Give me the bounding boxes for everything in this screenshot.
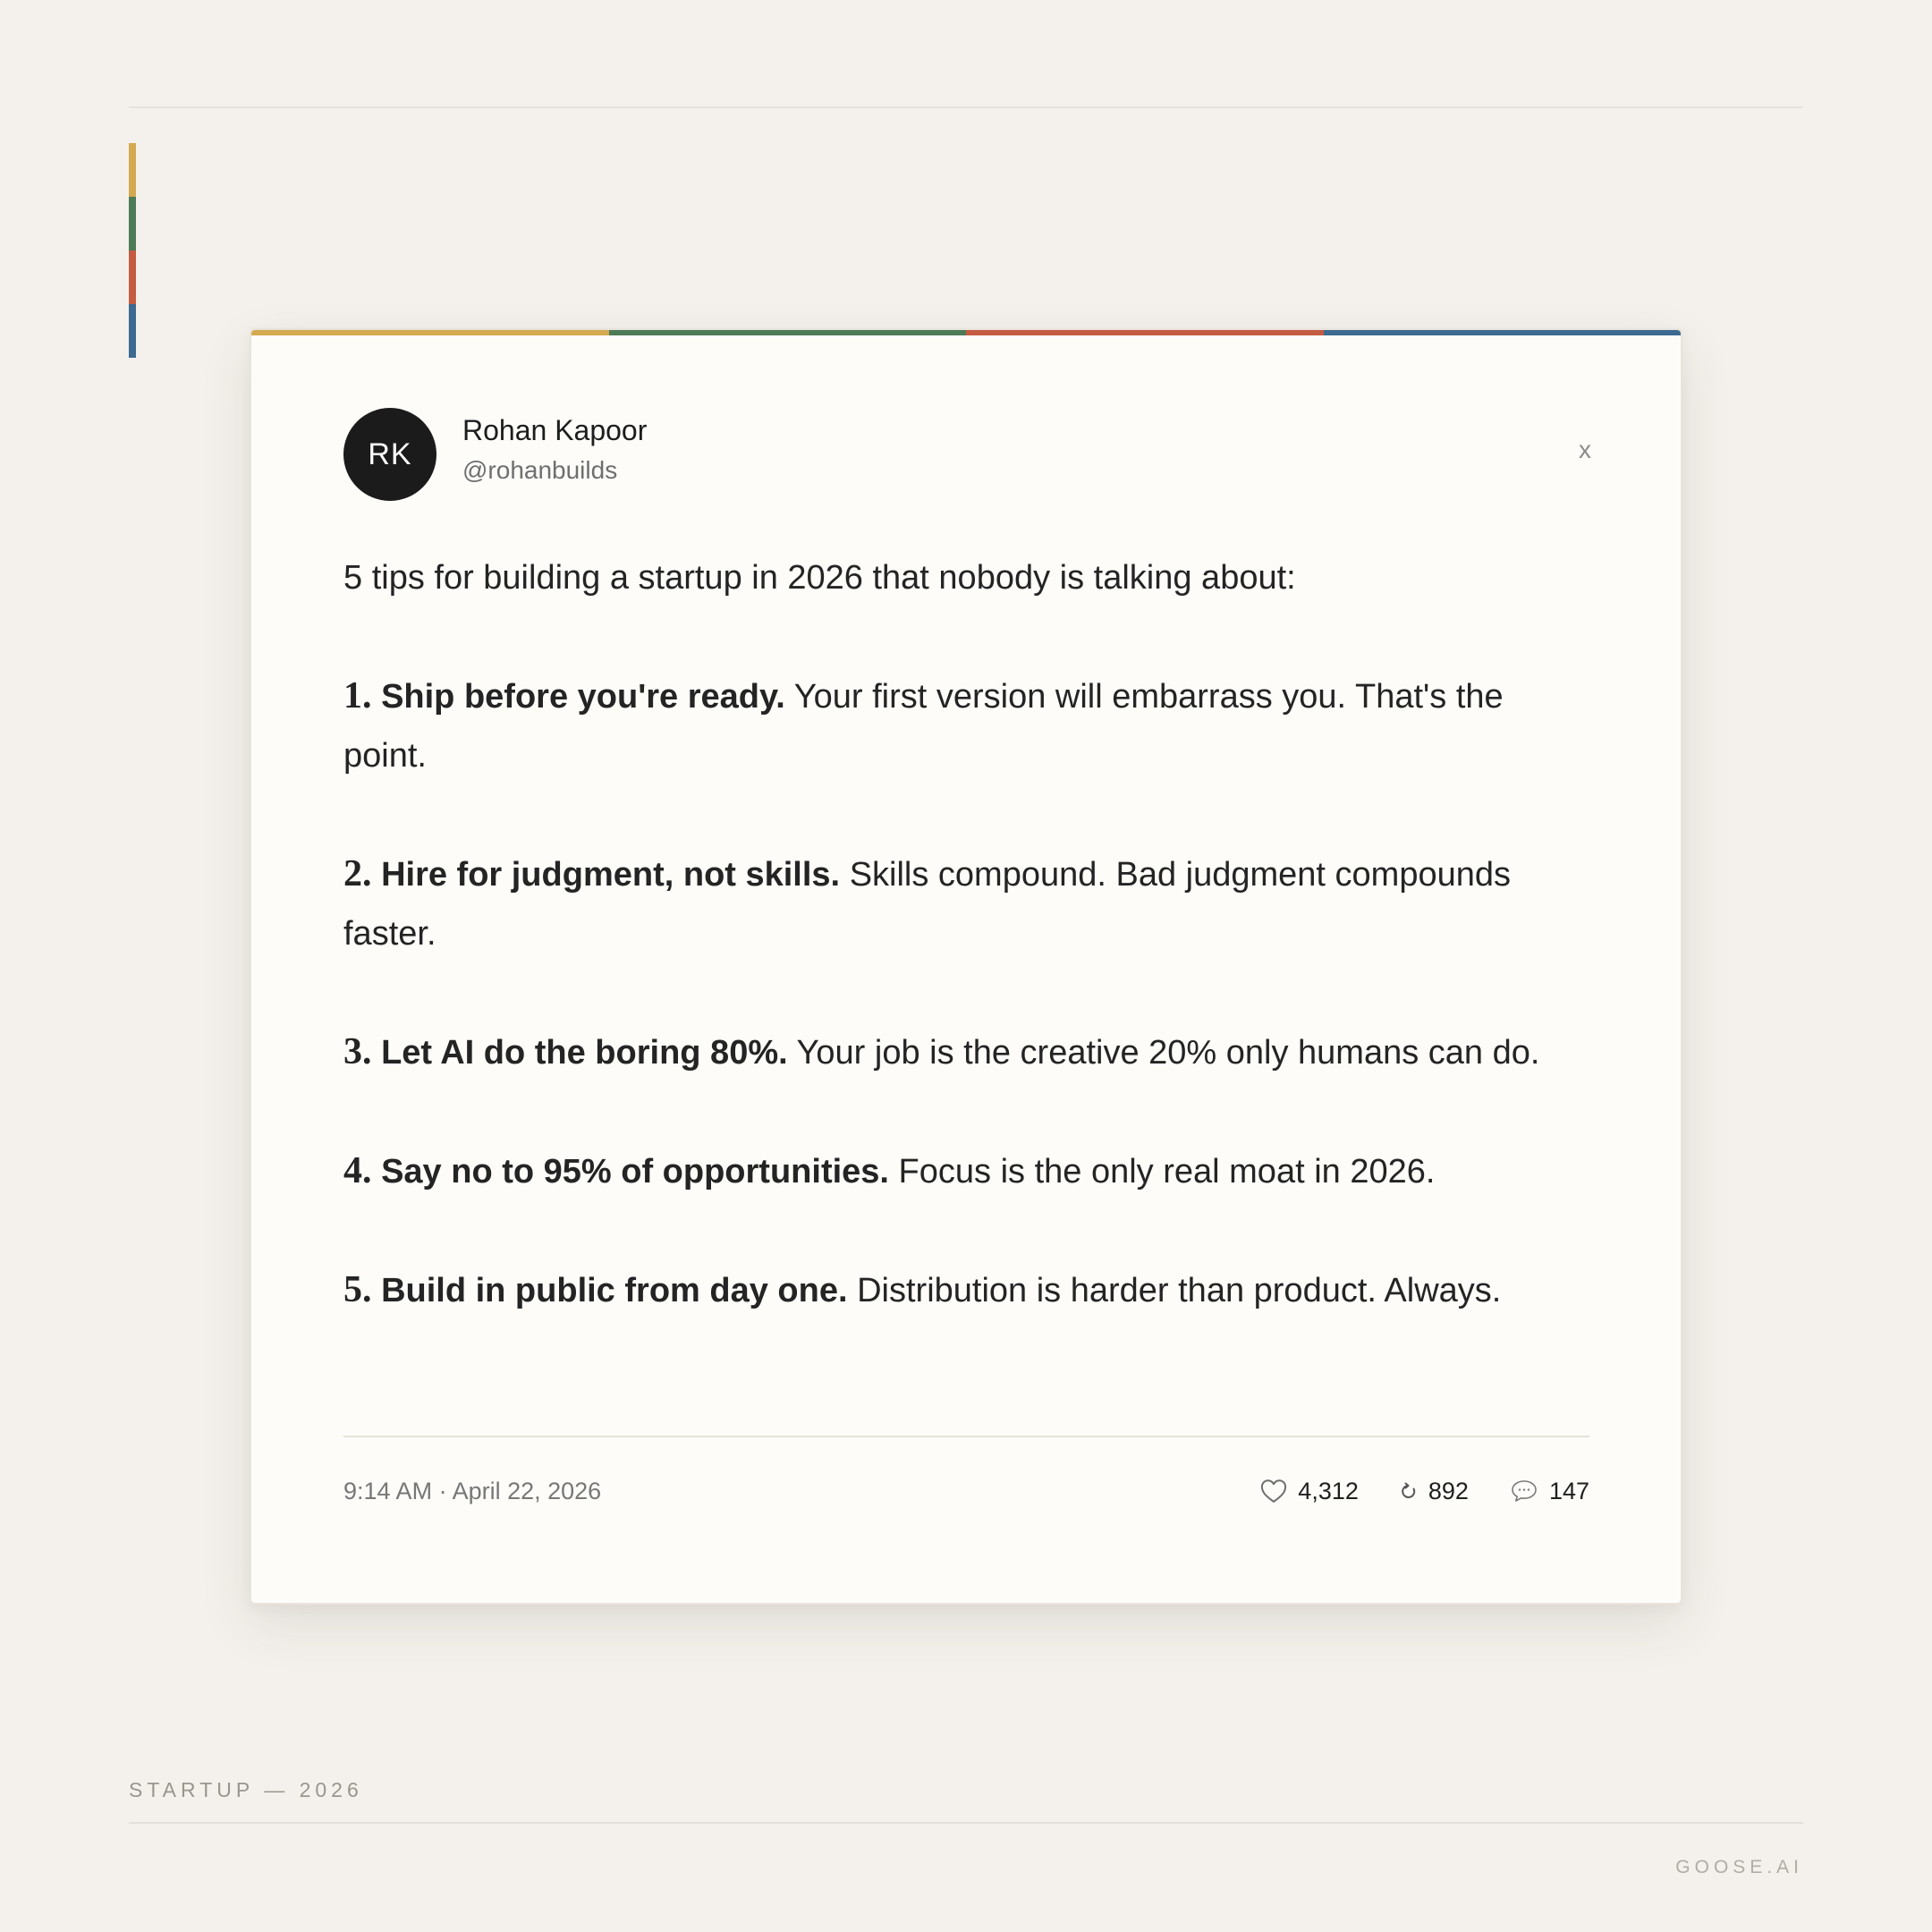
accent-green [129,197,136,250]
tip-headline: Ship before you're ready. [381,678,785,716]
tip-body: Skills compound. Bad judgment compounds faster. [343,856,1511,953]
tip-item [343,1260,1596,1320]
engagement-stats [1219,1478,1589,1505]
tip-number: 1. [343,675,372,716]
series-label: STARTUP — 2026 [129,1778,363,1801]
comment-icon [1510,1479,1538,1504]
card-color-stripe [251,330,1681,335]
tip-item [343,666,1596,785]
post-timestamp[interactable]: 9:14 AM · April 22, 2026 [343,1477,602,1504]
tip-body: Your first version will embarrass you. That's the point. [343,678,1504,775]
bottom-divider [129,1822,1803,1824]
like-button[interactable] [1260,1478,1359,1505]
stripe-green [609,330,967,335]
tip-body: Focus is the only real moat in 2026. [898,1153,1436,1191]
like-count: 4,312 [1298,1477,1359,1504]
stripe-red [966,330,1324,335]
tip-headline: Let AI do the boring 80%. [381,1034,788,1072]
top-divider [129,106,1803,108]
tip-number: 4. [343,1150,372,1191]
repost-count: 892 [1428,1477,1469,1504]
post-card [250,328,1682,1605]
stripe-blue [1324,330,1682,335]
tip-number: 3. [343,1031,372,1072]
tip-number: 5. [343,1269,372,1310]
tip-number: 2. [343,853,372,894]
avatar-initials: RK [368,436,412,471]
author-handle[interactable]: @rohanbuilds [462,456,618,484]
accent-gold [129,143,136,197]
tip-headline: Say no to 95% of opportunities. [381,1153,889,1191]
tip-headline: Hire for judgment, not skills. [381,856,841,894]
color-accent-bar [129,143,136,358]
repost-button[interactable] [1400,1478,1469,1505]
post-footer-divider [343,1436,1589,1437]
accent-red [129,250,136,304]
tip-body: Your job is the creative 20% only humans can do. [796,1034,1540,1072]
author-name[interactable]: Rohan Kapoor [462,414,648,446]
comment-button[interactable] [1510,1478,1589,1505]
tip-body: Distribution is harder than product. Always. [857,1272,1502,1309]
repost-icon [1400,1481,1418,1501]
post-intro: 5 tips for building a startup in 2026 that nobody is talking about: [343,559,1296,597]
heart-icon [1260,1479,1287,1504]
tip-item [343,1022,1596,1082]
close-button[interactable]: x [1579,436,1591,463]
tip-item [343,844,1596,963]
comment-count: 147 [1548,1477,1589,1504]
stripe-gold [251,330,609,335]
post-footer [343,1469,1589,1513]
brand-label: GOOSE.AI [1675,1857,1803,1877]
tip-headline: Build in public from day one. [381,1272,848,1309]
tip-item [343,1141,1596,1201]
accent-blue [129,304,136,358]
post-body [343,548,1596,1320]
avatar[interactable] [343,408,436,501]
